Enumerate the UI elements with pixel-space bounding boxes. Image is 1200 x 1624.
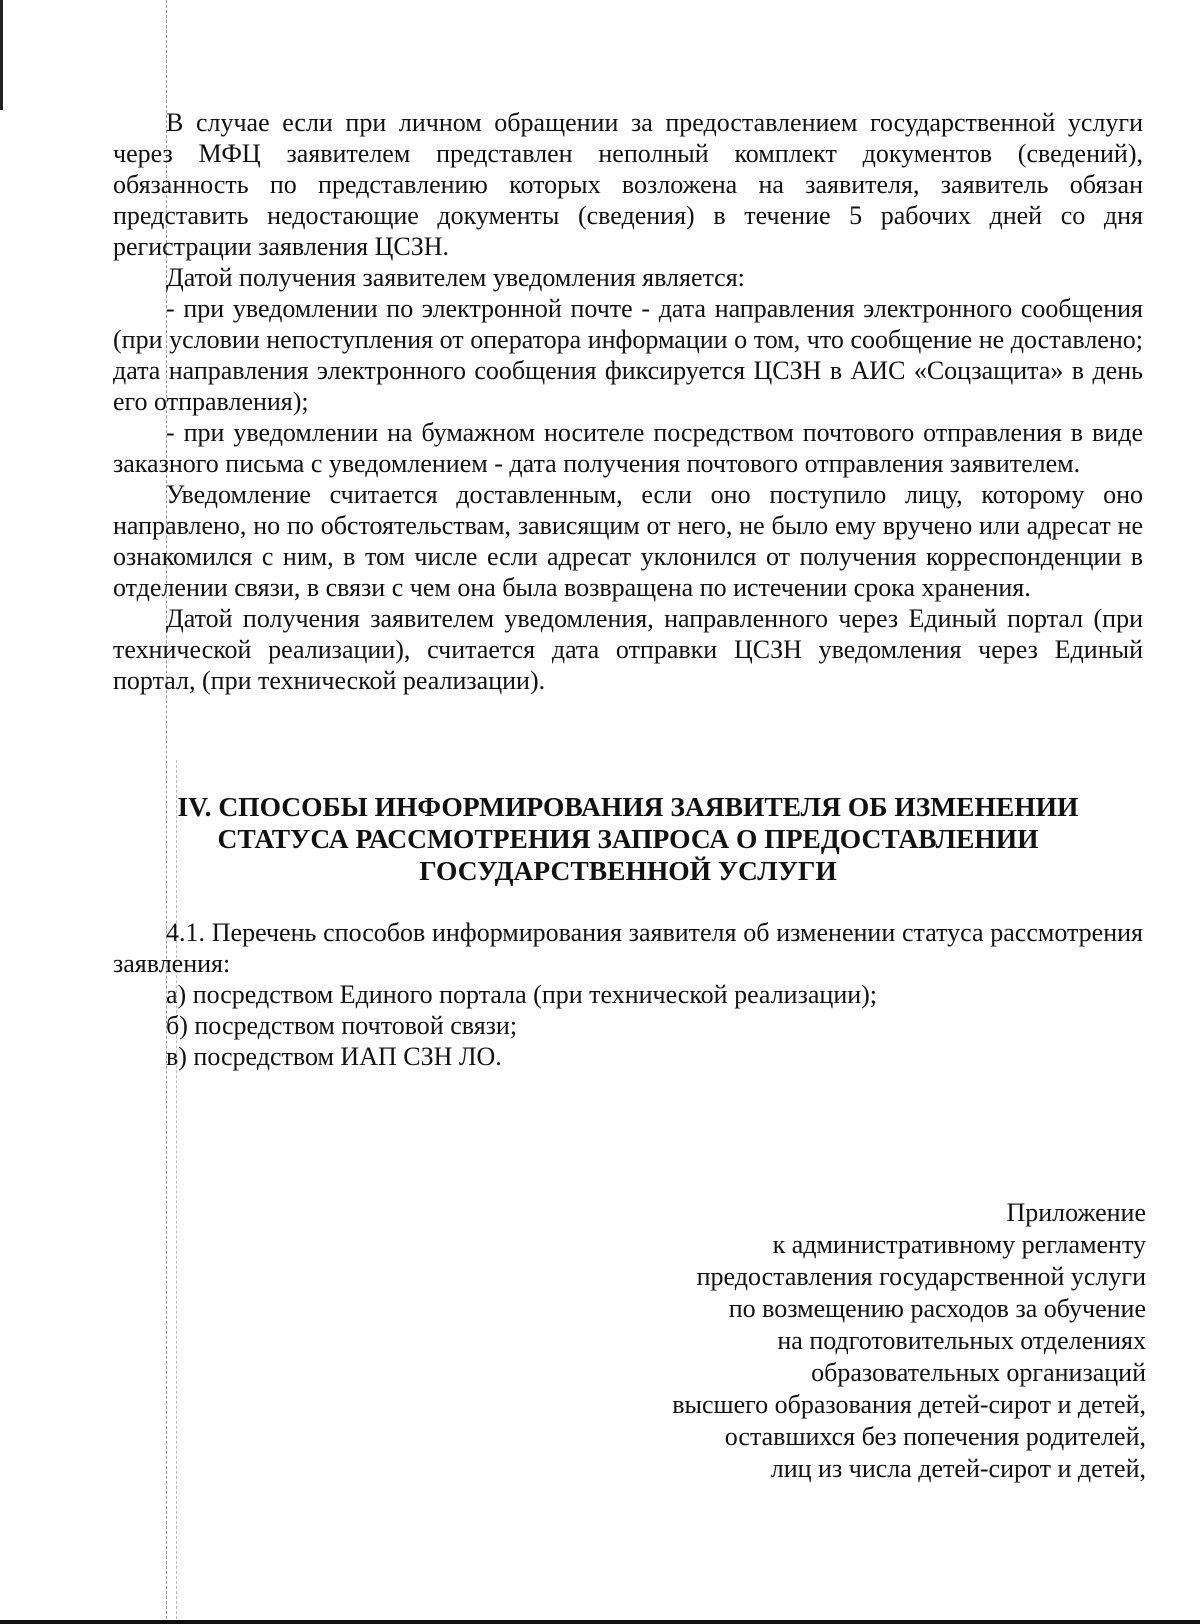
appendix-line: образовательных организаций: [811, 1358, 1146, 1387]
paragraph-notification-date-intro: Датой получения заявителем уведомления является:: [166, 263, 745, 292]
appendix-note: [506, 1197, 1146, 1485]
appendix-line: предоставления государственной услуги: [696, 1262, 1146, 1291]
section-body: [113, 917, 1143, 1072]
paragraph-portal-notification: Датой получения заявителем уведомления, направленного через Единый портал (при технической реализации), считается дата отправки ЦСЗН уведомления через Единый портал, (при технической реализации).: [113, 604, 1143, 695]
appendix-line: Приложение: [1006, 1198, 1146, 1227]
section-heading-line: СТАТУСА РАССМОТРЕНИЯ ЗАПРОСА О ПРЕДОСТАВЛЕНИИ: [217, 823, 1039, 854]
paragraph-delivered-notification: Уведомление считается доставленным, если оно поступило лицу, которому оно направлено, но по обстоятельствам, зависящим от него, не было ему вручено или адресат не ознакомился с ним, в том числе если адресат уклонился от получения корреспонденции в отделении связи, в связи с чем она была возвращена по истечении срока хранения.: [113, 480, 1143, 602]
appendix-line: к административному регламенту: [772, 1230, 1146, 1259]
section-heading: [113, 791, 1143, 887]
paragraph-paper-notification: - при уведомлении на бумажном носителе посредством почтового отправления в виде заказного письма с уведомлением - дата получения почтового отправления заявителем.: [113, 418, 1143, 478]
list-item: в) посредством ИАП СЗН ЛО.: [166, 1042, 502, 1071]
paragraph-email-notification: - при уведомлении по электронной почте - дата направления электронного сообщения (при условии непоступления от оператора информации о том, что сообщение не доставлено; дата направления электронного сообщения фиксируется ЦСЗН в АИС «Соцзащита» в день его отправления);: [113, 294, 1143, 416]
appendix-line: высшего образования детей-сирот и детей,: [672, 1390, 1146, 1419]
scan-edge-mark: [0, 0, 3, 110]
appendix-line: на подготовительных отделениях: [777, 1326, 1146, 1355]
paragraph-incomplete-documents: В случае если при личном обращении за предоставлением государственной услуги через МФЦ заявителем представлен неполный комплект документов (сведений), обязанность по представлению которых возложена на заявителя, заявитель обязан представить недостающие документы (сведения) в течение 5 рабочих дней со дня регистрации заявления ЦСЗН.: [113, 108, 1143, 261]
scan-fold-line-secondary: [176, 760, 177, 1624]
list-item: а) посредством Единого портала (при технической реализации);: [166, 980, 878, 1009]
section-heading-line: IV. СПОСОБЫ ИНФОРМИРОВАНИЯ ЗАЯВИТЕЛЯ ОБ ИЗМЕНЕНИИ: [177, 791, 1079, 822]
appendix-line: лиц из числа детей-сирот и детей,: [770, 1454, 1146, 1483]
appendix-line: по возмещению расходов за обучение: [728, 1294, 1146, 1323]
list-item: б) посредством почтовой связи;: [166, 1011, 518, 1040]
section-intro: 4.1. Перечень способов информирования заявителя об изменении статуса рассмотрения заявления:: [113, 918, 1143, 978]
scan-bottom-edge: [0, 1620, 1200, 1624]
appendix-line: оставшихся без попечения родителей,: [724, 1422, 1146, 1451]
section-heading-line: ГОСУДАРСТВЕННОЙ УСЛУГИ: [419, 855, 837, 886]
body-text: [113, 107, 1143, 696]
